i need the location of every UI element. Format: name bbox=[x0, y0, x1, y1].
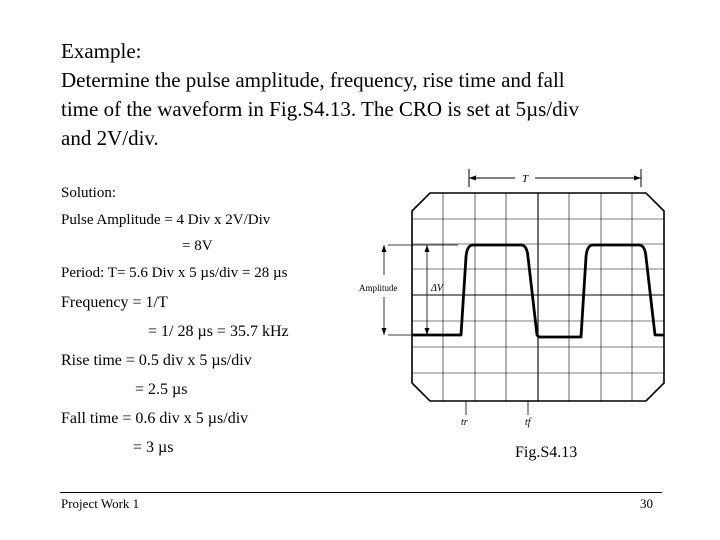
amplitude-figure-label: Amplitude bbox=[359, 283, 398, 293]
rise-time-label: tr bbox=[461, 417, 468, 428]
example-label: Example: bbox=[61, 39, 142, 63]
page-number: 30 bbox=[640, 496, 653, 511]
period-dimension bbox=[469, 169, 641, 187]
footer-divider bbox=[60, 492, 662, 493]
graticule bbox=[412, 193, 664, 401]
period-line: Period: T= 5.6 Div x 5 µs/div = 28 µs bbox=[61, 265, 288, 281]
figure-caption: Fig.S4.13 bbox=[515, 444, 578, 461]
fall-time-line: Fall time = 0.6 div x 5 µs/div bbox=[61, 410, 249, 427]
delta-v-label: ΔV bbox=[431, 283, 443, 294]
solution-label: Solution: bbox=[61, 185, 117, 201]
problem-line-4: and 2V/div. bbox=[61, 126, 159, 150]
rise-time-result: = 2.5 µs bbox=[135, 381, 188, 398]
problem-statement bbox=[61, 37, 661, 153]
footer-course: Project Work 1 bbox=[61, 496, 140, 511]
oscilloscope-figure bbox=[355, 165, 675, 435]
rise-time-line: Rise time = 0.5 div x 5 µs/div bbox=[61, 352, 252, 369]
amplitude-line: Pulse Amplitude = 4 Div x 2V/Div bbox=[61, 212, 271, 228]
fall-time-label: tf bbox=[525, 417, 531, 428]
frequency-result: = 1/ 28 µs = 35.7 kHz bbox=[148, 323, 289, 340]
frequency-line: Frequency = 1/T bbox=[61, 294, 168, 311]
problem-line-3: time of the waveform in Fig.S4.13. The CRO is set at 5µs/div bbox=[61, 97, 580, 121]
time-markers bbox=[461, 401, 532, 428]
period-label: T bbox=[521, 173, 529, 185]
problem-line-2: Determine the pulse amplitude, frequency, rise time and fall bbox=[61, 68, 565, 92]
fall-time-result: = 3 µs bbox=[133, 439, 174, 456]
amplitude-result: = 8V bbox=[182, 238, 213, 254]
